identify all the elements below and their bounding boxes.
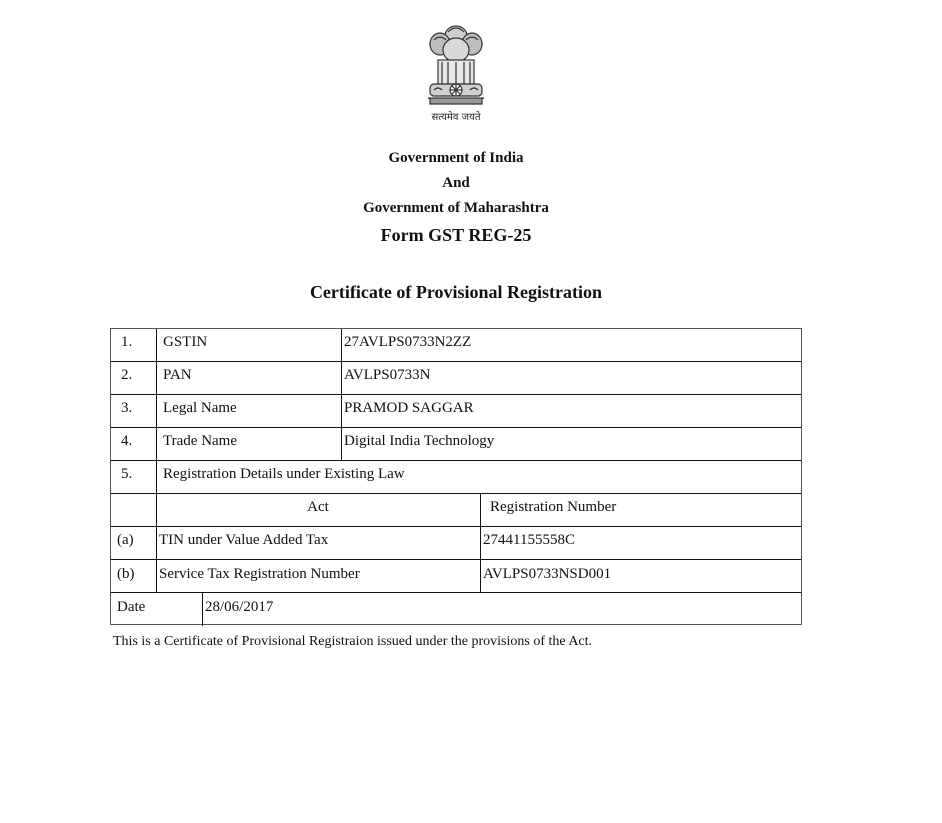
column-divider xyxy=(156,329,157,593)
gstin-label: GSTIN xyxy=(163,334,208,350)
act-column-header: Act xyxy=(307,499,329,515)
form-number: Form GST REG-25 xyxy=(380,225,532,245)
heading-government-of-india: Government of India xyxy=(388,150,524,166)
heading-government-of-state: Government of Maharashtra xyxy=(363,200,549,216)
pan-value: AVLPS0733N xyxy=(344,367,431,383)
row-number: 4. xyxy=(121,433,133,449)
column-divider xyxy=(202,593,203,626)
certificate-note: This is a Certificate of Provisional Registraion issued under the provisions of the Act. xyxy=(113,634,593,649)
row-number: 1. xyxy=(121,334,133,350)
national-emblem-icon xyxy=(418,20,494,112)
gstin-value: 27AVLPS0733N2ZZ xyxy=(344,334,472,350)
date-value: 28/06/2017 xyxy=(205,599,274,615)
emblem-motto: सत्यमेव जयते xyxy=(431,112,481,123)
row-number: (a) xyxy=(117,532,134,548)
vat-tin-act: TIN under Value Added Tax xyxy=(159,532,329,548)
row-number: (b) xyxy=(117,566,135,582)
row-number: 5. xyxy=(121,466,133,482)
certificate-title: Certificate of Provisional Registration xyxy=(309,282,603,302)
existing-law-section-label: Registration Details under Existing Law xyxy=(163,466,405,482)
service-tax-act: Service Tax Registration Number xyxy=(159,566,360,582)
trade-name-value: Digital India Technology xyxy=(344,433,495,449)
row-number: 2. xyxy=(121,367,133,383)
trade-name-label: Trade Name xyxy=(163,433,238,449)
vat-tin-value: 27441155558C xyxy=(483,532,575,548)
column-divider xyxy=(480,494,481,593)
row-divider xyxy=(111,361,801,362)
registration-number-column-header: Registration Number xyxy=(490,499,617,515)
legal-name-label: Legal Name xyxy=(163,400,237,416)
date-label: Date xyxy=(117,599,146,615)
service-tax-value: AVLPS0733NSD001 xyxy=(483,566,612,582)
pan-label: PAN xyxy=(163,367,192,383)
row-number: 3. xyxy=(121,400,133,416)
column-divider xyxy=(341,329,342,461)
legal-name-value: PRAMOD SAGGAR xyxy=(344,400,474,416)
heading-and: And xyxy=(442,175,470,191)
